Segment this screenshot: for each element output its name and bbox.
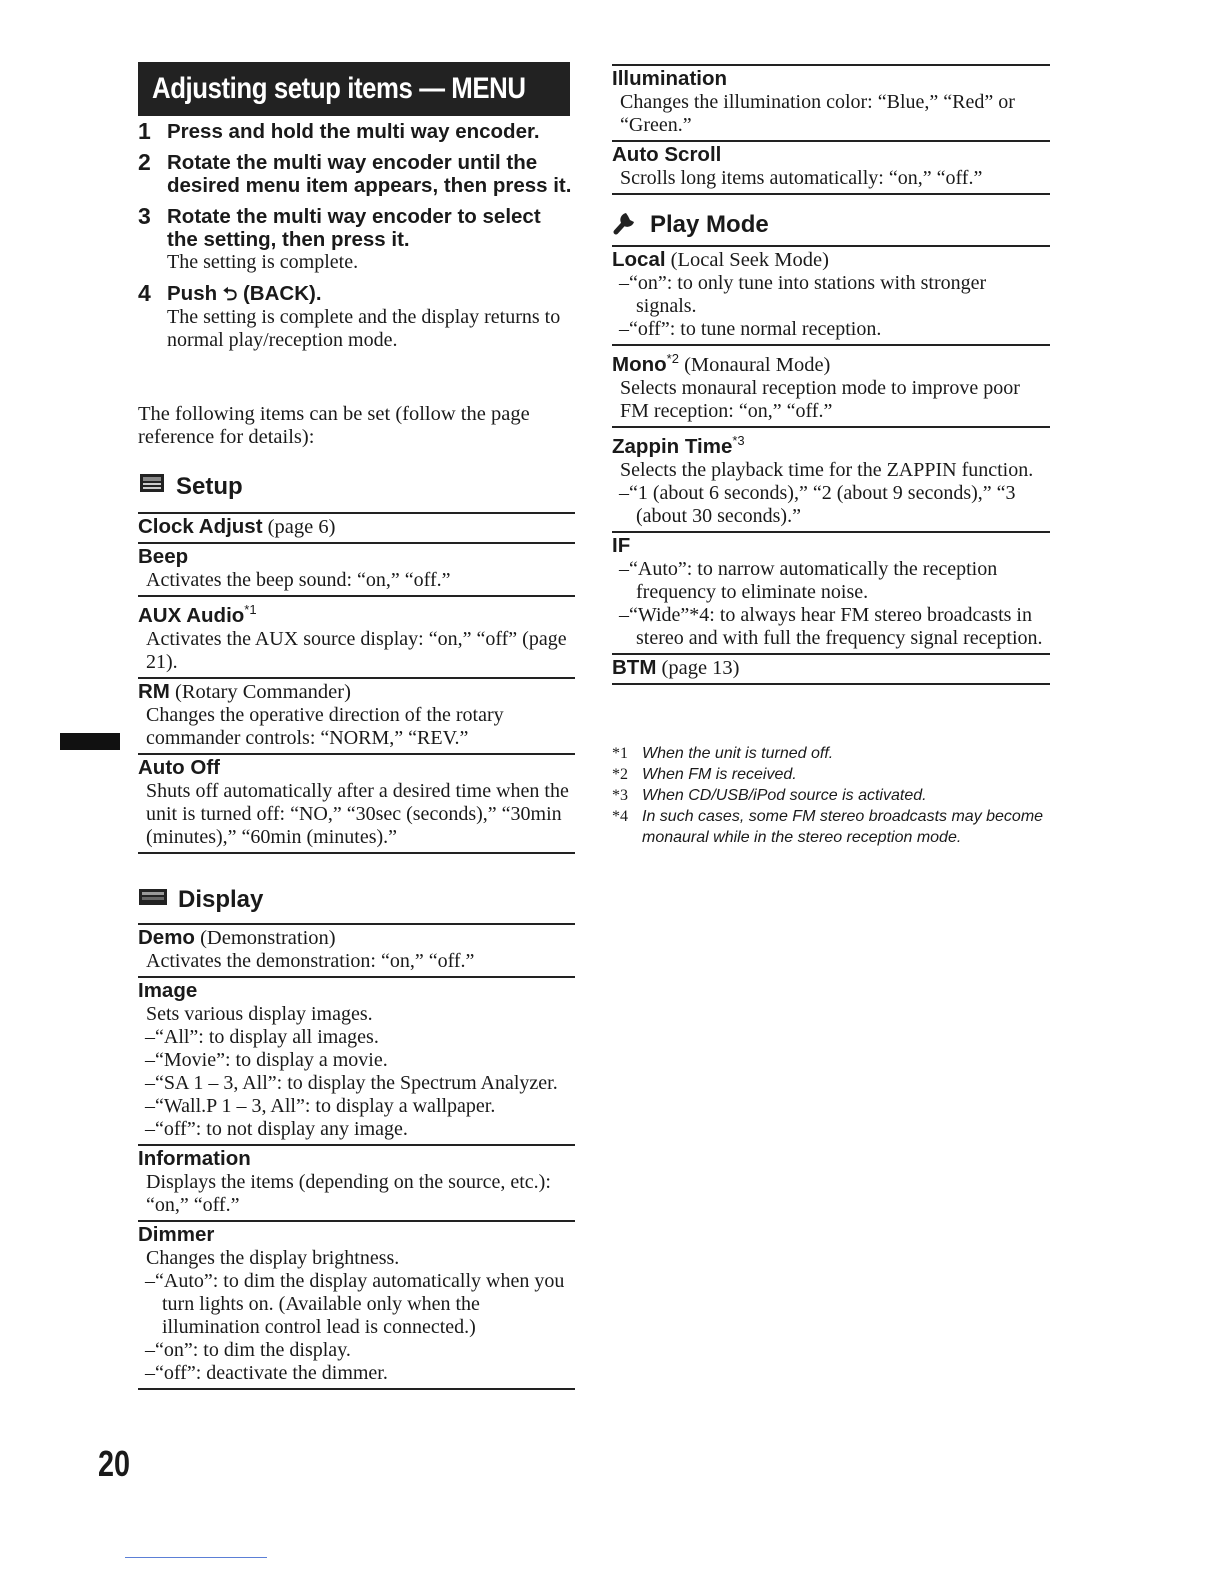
setup-item-clock-adjust: Clock Adjust (page 6) xyxy=(138,514,575,544)
intro-text: The following items can be set (follow the page reference for details): xyxy=(138,403,530,448)
footnote-2: *2 When FM is received. xyxy=(612,766,797,783)
play-item-zappin-time: Zappin Time$^{*3}$ Selects the playback time for the ZAPPIN function. –“1 (about 6 seconds),” “2 (about 9 seconds),” “3 (about 30 seconds).” xyxy=(612,428,1050,533)
step-number: 2 xyxy=(138,149,151,175)
back-icon: ⮌ xyxy=(222,284,238,304)
step-1 xyxy=(138,120,575,143)
display-item-demo: Demo (Demonstration) Activates the demonstration: “on,” “off.” xyxy=(138,925,575,978)
step-body: The setting is complete. xyxy=(167,251,359,273)
footnote-4: *4 In such cases, some FM stereo broadcasts may become monaural while in the stereo reception mode. xyxy=(612,808,1044,846)
setup-items-continued xyxy=(612,64,1050,195)
step-3 xyxy=(138,205,575,274)
steps-list xyxy=(138,120,575,360)
setup-item-auto-scroll: Auto Scroll Scrolls long items automatically: “on,” “off.” xyxy=(612,142,1050,195)
footnotes xyxy=(612,743,1050,848)
section-heading-display: Display xyxy=(138,886,263,914)
setup-item-illumination: Illumination Changes the illumination color: “Blue,” “Red” or “Green.” xyxy=(612,66,1050,142)
setup-icon xyxy=(138,472,166,501)
edge-tab-marker xyxy=(60,733,120,750)
step-number: 3 xyxy=(138,203,151,229)
step-number: 1 xyxy=(138,118,151,144)
play-item-local: Local (Local Seek Mode) –“on”: to only tune into stations with stronger signals. –“off”: to tune normal reception. xyxy=(612,247,1050,346)
setup-item-auto-off: Auto Off Shuts off automatically after a desired time when the unit is turned off: “NO,” “30sec (seconds),” “30min (minutes),” “60min (minutes).” xyxy=(138,755,575,854)
page-number: 20 xyxy=(98,1443,131,1484)
bottom-rule xyxy=(125,1557,267,1558)
step-body: The setting is complete and the display returns to normal play/reception mode. xyxy=(167,306,561,351)
step-title: Press and hold the multi way encoder. xyxy=(167,120,540,143)
setup-item-beep: Beep Activates the beep sound: “on,” “off.” xyxy=(138,544,575,597)
setup-items xyxy=(138,512,575,854)
display-icon xyxy=(138,886,168,914)
step-title: Push ⮌ (BACK). xyxy=(167,282,322,305)
setup-item-rm: RM (Rotary Commander) Changes the operative direction of the rotary commander controls: “NORM,” “REV.” xyxy=(138,679,575,755)
footnote-1: *1 When the unit is turned off. xyxy=(612,745,834,762)
display-item-dimmer: Dimmer Changes the display brightness. –“Auto”: to dim the display automatically when you turn lights on. (Available only when the illumination control lead is connected.) –“on”: to dim the display. –“off”: deactivate the dimmer. xyxy=(138,1222,575,1390)
display-item-information: Information Displays the items (depending on the source, etc.): “on,” “off.” xyxy=(138,1146,575,1222)
setup-item-aux-audio: AUX Audio$^{*1}$ Activates the AUX source display: “on,” “off” (page 21). xyxy=(138,597,575,679)
footnote-3: *3 When CD/USB/iPod source is activated. xyxy=(612,787,927,804)
page-title-banner: Adjusting setup items — MENU xyxy=(138,62,570,116)
step-4 xyxy=(138,282,575,352)
step-number: 4 xyxy=(138,280,151,306)
play-item-btm: BTM (page 13) xyxy=(612,655,1050,685)
step-title: Rotate the multi way encoder to select the setting, then press it. xyxy=(167,205,541,251)
section-heading-setup: Setup xyxy=(138,472,243,501)
play-mode-items xyxy=(612,245,1050,685)
display-items xyxy=(138,923,575,1390)
step-2 xyxy=(138,151,575,197)
step-title: Rotate the multi way encoder until the desired menu item appears, then press it. xyxy=(167,151,572,197)
play-item-if: IF –“Auto”: to narrow automatically the reception frequency to eliminate noise. –“Wide”*4: to always hear FM stereo broadcasts in stereo and with full the frequency signal reception. xyxy=(612,533,1050,655)
display-item-image: Image Sets various display images. –“All”: to display all images. –“Movie”: to display a movie. –“SA 1 – 3, All”: to display the Spectrum Analyzer. –“Wall.P 1 – 3, All”: to display a wallpaper. –“off”: to not display any image. xyxy=(138,978,575,1146)
wrench-icon xyxy=(612,207,640,242)
section-heading-play-mode: Play Mode xyxy=(612,207,769,242)
play-item-mono: Mono$^{*2}$ (Monaural Mode) Selects monaural reception mode to improve poor FM reception: “on,” “off.” xyxy=(612,346,1050,428)
